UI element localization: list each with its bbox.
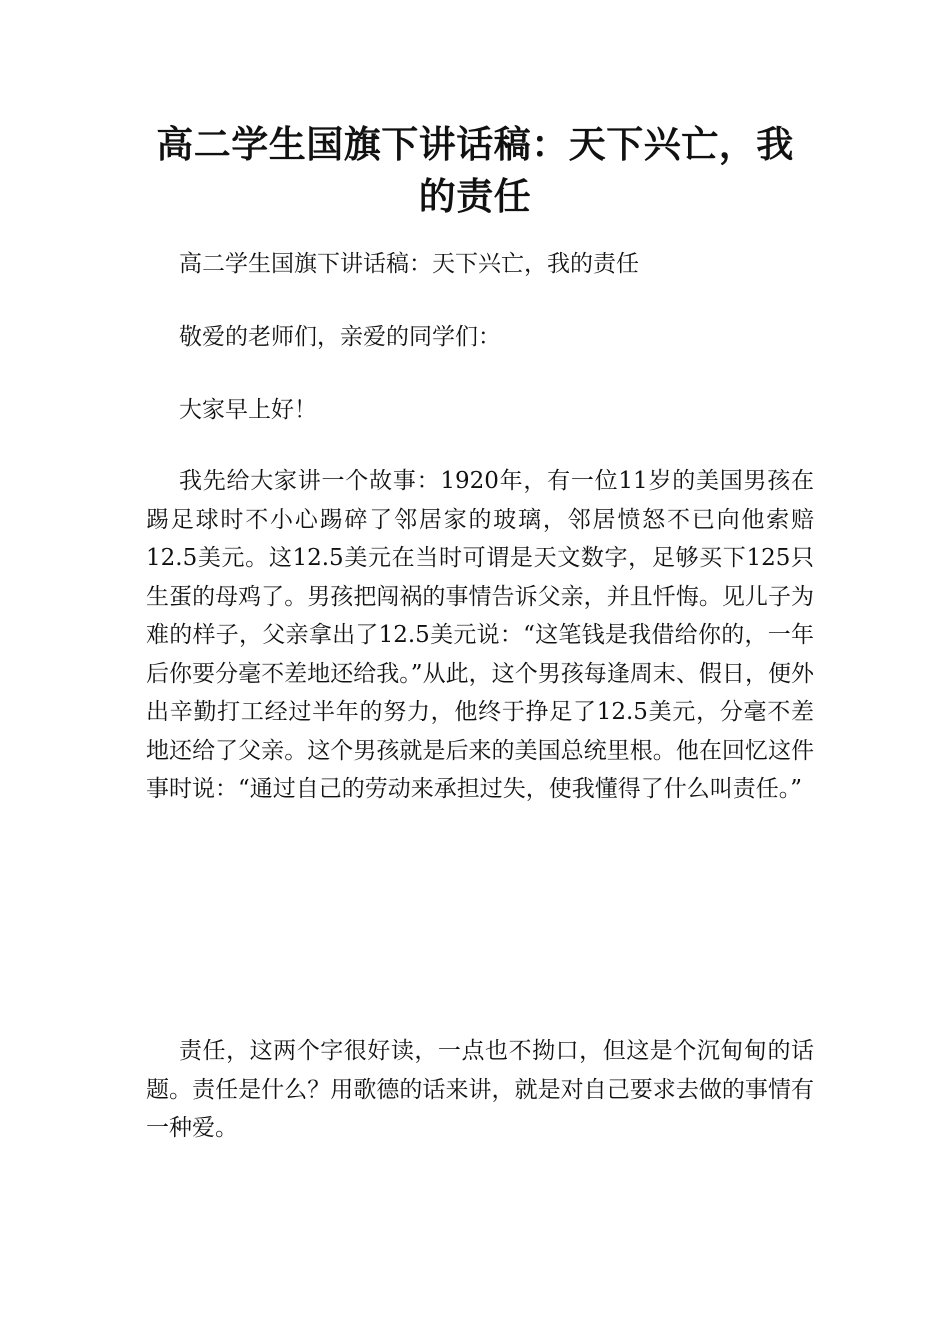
- document-title: 高二学生国旗下讲话稿：天下兴亡，我的责任: [156, 122, 794, 218]
- responsibility-paragraph: 责任，这两个字很好读，一点也不拗口，但这是个沉甸甸的话题。责任是什么？用歌德的话来讲，就是对自己要求去做的事情有一种爱。: [146, 1038, 814, 1141]
- salutation-paragraph: 敬爱的老师们，亲爱的同学们：: [179, 324, 501, 350]
- greeting-paragraph: 大家早上好！: [179, 397, 317, 423]
- subtitle-paragraph: 高二学生国旗下讲话稿：天下兴亡，我的责任: [179, 251, 639, 277]
- story-paragraph: 我先给大家讲一个故事：1920年，有一位11岁的美国男孩在踢足球时不小心踢碎了邻居家的玻璃，邻居愤怒不已向他索赔12.5美元。这12.5美元在当时可谓是天文数字，足够买下125只生蛋的母鸡了。男孩把闯祸的事情告诉父亲，并且忏悔。见儿子为难的样子，父亲拿出了12.5美元说：“这笔钱是我借给你的，一年后你要分毫不差地还给我。”从此，这个男孩每逢周末、假日，便外出辛勤打工经过半年的努力，他终于挣足了12.5美元，分毫不差地还给了父亲。这个男孩就是后来的美国总统里根。他在回忆这件事时说：“通过自己的劳动来承担过失，使我懂得了什么叫责任。”: [146, 468, 814, 802]
